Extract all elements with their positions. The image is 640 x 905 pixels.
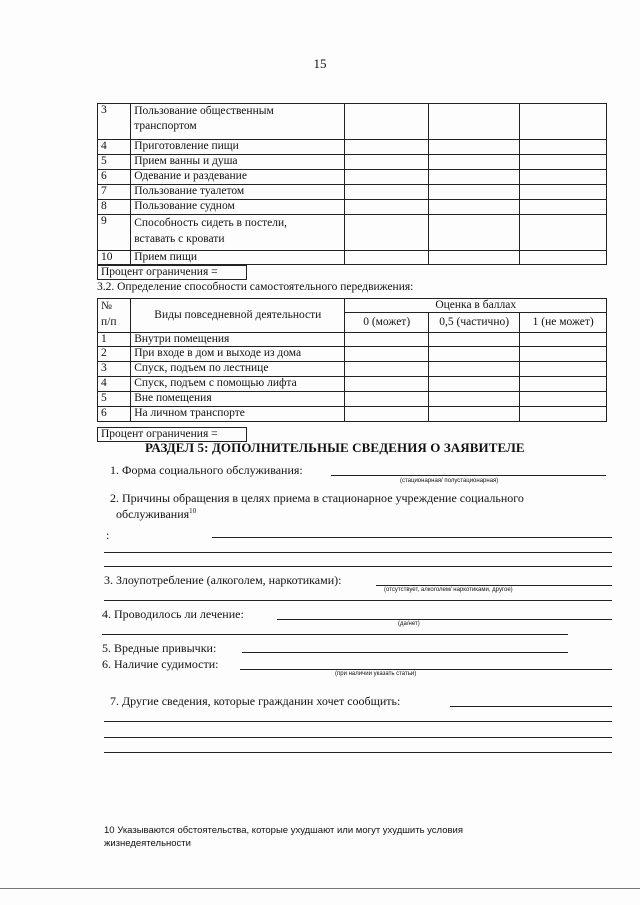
row-num: 7 — [98, 185, 131, 200]
score-cell[interactable] — [520, 200, 607, 215]
row-label: Прием пищи — [131, 251, 345, 265]
table-row — [98, 377, 607, 392]
q7-label: 7. Другие сведения, которые гражданин хочет сообщить: — [110, 694, 401, 708]
mobility-table — [97, 298, 607, 422]
score-cell[interactable] — [428, 104, 520, 140]
q6-hint: (при наличии указать статьи) — [335, 671, 417, 677]
table-row — [98, 251, 607, 265]
row-num: 9 — [98, 215, 131, 251]
score-cell[interactable] — [345, 347, 428, 362]
score-cell[interactable] — [520, 362, 607, 377]
score-cell[interactable] — [520, 377, 607, 392]
score-cell[interactable] — [428, 377, 520, 392]
row-num: 4 — [98, 140, 131, 155]
q2-colon: : — [106, 528, 110, 542]
table-row — [98, 333, 607, 347]
table-row — [98, 362, 607, 377]
score-cell[interactable] — [428, 347, 520, 362]
q2-field-1[interactable] — [212, 537, 612, 538]
score-cell[interactable] — [345, 140, 428, 155]
score-cell[interactable] — [520, 155, 607, 170]
score-cell[interactable] — [428, 362, 520, 377]
row-label: Одевание и раздевание — [131, 170, 345, 185]
score-cell[interactable] — [428, 407, 520, 422]
row-label: Пользование судном — [131, 200, 345, 215]
row-label: Внутри помещения — [131, 333, 345, 347]
row-label: Спуск, подъем с помощью лифта — [131, 377, 345, 392]
row-label: При входе в дом и выходе из дома — [131, 347, 345, 362]
col-0-header: 0 (может) — [345, 313, 428, 333]
row-label: Пользование общественным транспортом — [131, 104, 345, 140]
row-num: 6 — [98, 170, 131, 185]
score-cell[interactable] — [345, 215, 428, 251]
score-cell[interactable] — [345, 392, 428, 407]
score-cell[interactable] — [345, 200, 428, 215]
row-num: 5 — [98, 155, 131, 170]
row-label: Приготовление пищи — [131, 140, 345, 155]
row-label: На личном транспорте — [131, 407, 345, 422]
score-cell[interactable] — [345, 185, 428, 200]
score-cell[interactable] — [520, 104, 607, 140]
q4-field[interactable] — [277, 619, 612, 620]
q7-field[interactable] — [450, 706, 612, 707]
score-cell[interactable] — [345, 333, 428, 347]
score-cell[interactable] — [428, 155, 520, 170]
score-cell[interactable] — [345, 170, 428, 185]
row-num: 8 — [98, 200, 131, 215]
table-row — [98, 200, 607, 215]
row-label: Вне помещения — [131, 392, 345, 407]
self-care-table — [97, 103, 607, 265]
q5-label: 5. Вредные привычки: — [102, 641, 217, 655]
score-cell[interactable] — [520, 170, 607, 185]
q3-field[interactable] — [376, 585, 612, 586]
score-cell[interactable] — [428, 215, 520, 251]
score-cell[interactable] — [428, 333, 520, 347]
table-row — [98, 170, 607, 185]
row-label: Прием ванны и душа — [131, 155, 345, 170]
q1-field[interactable] — [331, 475, 606, 476]
score-cell[interactable] — [428, 200, 520, 215]
col-activity-header: Виды повседневной деятельности — [131, 299, 345, 333]
score-cell[interactable] — [520, 185, 607, 200]
table-row — [98, 347, 607, 362]
score-cell[interactable] — [520, 347, 607, 362]
table-row — [98, 407, 607, 422]
row-num: 3 — [98, 362, 131, 377]
section-5-heading: РАЗДЕЛ 5: ДОПОЛНИТЕЛЬНЫЕ СВЕДЕНИЯ О ЗАЯВИТЕЛЕ — [145, 440, 525, 455]
q2-field-3[interactable] — [104, 566, 612, 567]
row-num: 1 — [98, 333, 131, 347]
footnote — [104, 824, 463, 850]
percent-row-1 — [97, 265, 247, 280]
table-row — [98, 104, 607, 140]
row-num: 5 — [98, 392, 131, 407]
q1-label: 1. Форма социального обслуживания: — [110, 463, 303, 477]
col-score-header: Оценка в баллах — [345, 299, 607, 313]
row-num: 10 — [98, 251, 131, 265]
footnote-ref: 10 — [189, 507, 197, 515]
score-cell[interactable] — [345, 377, 428, 392]
score-cell[interactable] — [520, 140, 607, 155]
q2-label-line1: 2. Причины обращения в целях приема в стационарное учреждение социального — [110, 491, 524, 505]
q7-field-3[interactable] — [104, 737, 612, 738]
q3-label: 3. Злоупотребление (алкоголем, наркотиками): — [104, 573, 342, 587]
q6-label: 6. Наличие судимости: — [102, 657, 219, 671]
score-cell[interactable] — [428, 170, 520, 185]
q2-field-2[interactable] — [104, 552, 612, 553]
score-cell[interactable] — [345, 251, 428, 265]
q4-field-2[interactable] — [102, 634, 568, 635]
row-label: Спуск, подъем по лестнице — [131, 362, 345, 377]
row-label: Пользование туалетом — [131, 185, 345, 200]
footnote-line-2: жизнедеятельности — [104, 838, 191, 849]
score-cell[interactable] — [345, 362, 428, 377]
table-row — [98, 392, 607, 407]
row-label: Способность сидеть в постели, вставать с кровати — [131, 215, 345, 251]
footnote-line-1: 10 Указываются обстоятельства, которые ухудшают или могут ухудшить условия — [104, 825, 463, 836]
row-num: 3 — [98, 104, 131, 140]
scan-edge — [0, 888, 640, 889]
score-cell[interactable] — [345, 104, 428, 140]
col-05-header: 0,5 (частично) — [428, 313, 520, 333]
score-cell[interactable] — [428, 185, 520, 200]
q7-field-2[interactable] — [104, 721, 612, 722]
score-cell[interactable] — [520, 215, 607, 251]
q7-field-4[interactable] — [104, 752, 612, 753]
score-cell[interactable] — [428, 392, 520, 407]
table-row — [98, 185, 607, 200]
q4-hint: (да/нет) — [398, 621, 420, 627]
percent-label: Процент ограничения = — [98, 266, 247, 280]
col-1-header: 1 (не может) — [520, 313, 607, 333]
q6-field[interactable] — [240, 669, 612, 670]
q4-label: 4. Проводилось ли лечение: — [102, 607, 244, 621]
score-cell[interactable] — [520, 392, 607, 407]
score-cell[interactable] — [520, 251, 607, 265]
q5-field[interactable] — [242, 652, 568, 653]
table-row — [98, 155, 607, 170]
score-cell[interactable] — [520, 407, 607, 422]
score-cell[interactable] — [520, 333, 607, 347]
score-cell[interactable] — [345, 407, 428, 422]
row-num: 2 — [98, 347, 131, 362]
q3-field-2[interactable] — [104, 600, 612, 601]
table-row — [98, 140, 607, 155]
row-num: 4 — [98, 377, 131, 392]
table-row — [98, 215, 607, 251]
q3-hint: (отсутствует, алкоголем/ наркотиками, другое) — [384, 587, 513, 593]
row-num: 6 — [98, 407, 131, 422]
score-cell[interactable] — [428, 140, 520, 155]
q1-hint: (стационарная/ полустационарная) — [400, 478, 499, 484]
score-cell[interactable] — [428, 251, 520, 265]
score-cell[interactable] — [345, 155, 428, 170]
section-3-2-title: 3.2. Определение способности самостоятельного передвижения: — [97, 281, 414, 293]
col-num-header: № п/п — [98, 299, 131, 333]
percent-label: Процент ограничения = — [98, 428, 247, 442]
page-number: 15 — [313, 56, 327, 71]
q2-label-line2: обслуживания$^{10}$ — [116, 507, 197, 521]
